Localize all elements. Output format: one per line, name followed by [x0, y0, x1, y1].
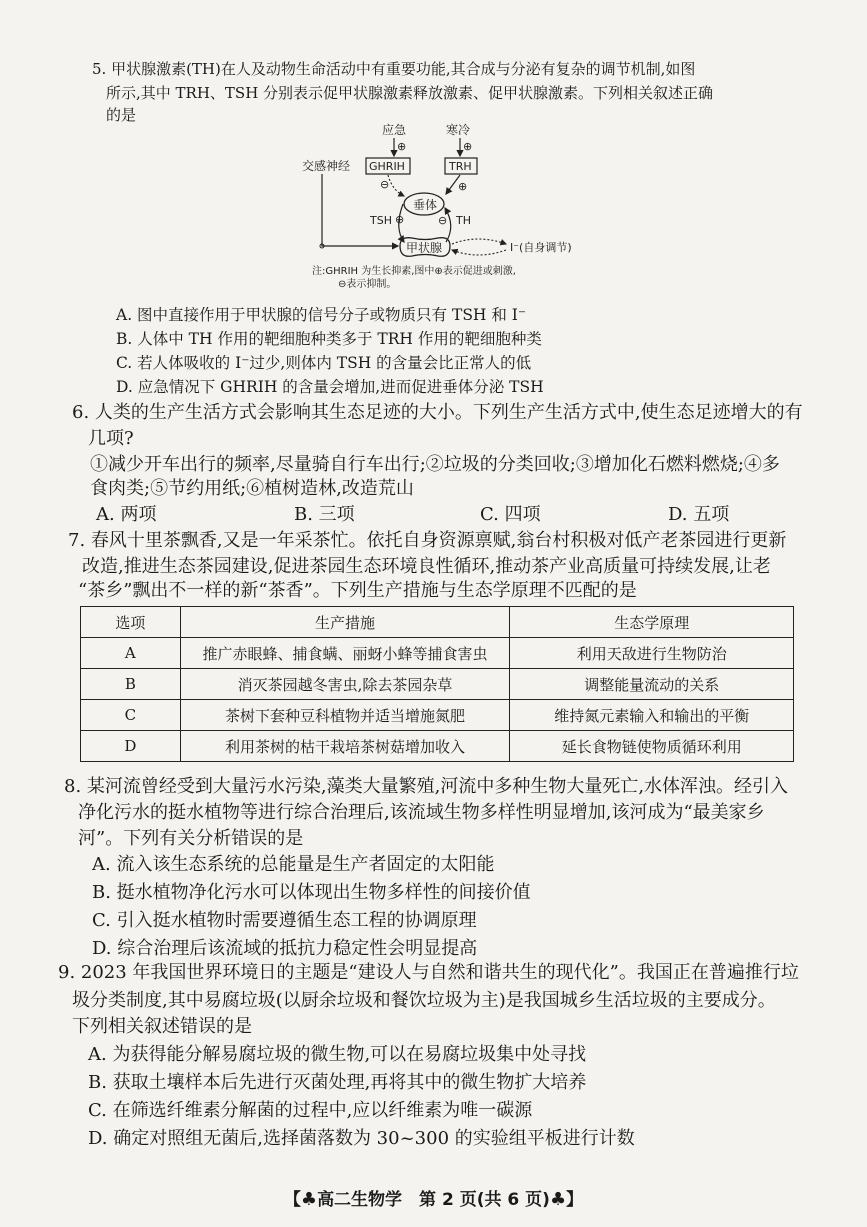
- q9-stem-line2: 圾分类制度,其中易腐垃圾(以厨余垃圾和餐饮垃圾为主)是我国城乡生活垃圾的主要成分。: [72, 990, 776, 1011]
- q6-stem-line2: 几项?: [88, 428, 134, 449]
- q9-option-d: D. 确定对照组无菌后,选择菌落数为 30~300 的实验组平板进行计数: [88, 1128, 635, 1149]
- q6-option-b: B. 三项: [294, 504, 355, 525]
- q5-option-d: D. 应急情况下 GHRIH 的含量会增加,进而促进垂体分泌 TSH: [116, 378, 544, 396]
- table-row: [81, 700, 794, 731]
- plus-symbol: ⊕: [458, 180, 468, 193]
- table-header-cell: 生产措施: [180, 607, 510, 638]
- diagram-note-line2: ⊖表示抑制。: [338, 279, 397, 290]
- plus-symbol: ⊕: [397, 140, 407, 153]
- q6-option-d: D. 五项: [668, 504, 730, 525]
- q5-option-b: B. 人体中 TH 作用的靶细胞种类多于 TRH 作用的靶细胞种类: [116, 330, 542, 348]
- minus-symbol: ⊖: [380, 178, 390, 191]
- page-footer: [0, 1185, 867, 1210]
- stress-label: 应急: [382, 123, 407, 137]
- q5-option-a: A. 图中直接作用于甲状腺的信号分子或物质只有 TSH 和 I⁻: [116, 306, 527, 324]
- table-cell: 茶树下套种豆科植物并适当增施氮肥: [180, 700, 510, 731]
- club-icon: ♣: [300, 1189, 318, 1210]
- q8-option-b: B. 挺水植物净化污水可以体现出生物多样性的间接价值: [92, 882, 531, 903]
- q5-stem-line3: 的是: [106, 106, 137, 124]
- q6-option-a: A. 两项: [96, 504, 157, 525]
- q6-items-line1: ①减少开车出行的频率,尽量骑自行车出行;②垃圾的分类回收;③增加化石燃料燃烧;④多: [90, 454, 780, 475]
- table-cell: C: [81, 700, 181, 731]
- table-header-cell: 生态学原理: [510, 607, 794, 638]
- trh-label: TRH: [449, 160, 472, 173]
- q7-stem-line1: 7. 春风十里茶飘香,又是一年采茶忙。依托自身资源禀赋,翁台村积极对低产老茶园进行更新: [68, 530, 787, 551]
- thyroid-label: 甲状腺: [406, 241, 443, 255]
- q5-option-c: C. 若人体吸收的 I⁻过少,则体内 TSH 的含量会比正常人的低: [116, 354, 532, 372]
- plus-symbol: ⊕: [463, 140, 473, 153]
- club-icon: ♣: [549, 1189, 567, 1210]
- table-cell: 利用天敌进行生物防治: [510, 638, 794, 669]
- q9-option-c: C. 在筛选纤维素分解菌的过程中,应以纤维素为唯一碳源: [88, 1100, 533, 1121]
- q7-stem-line3: “茶乡”飘出不一样的新“茶香”。下列生产措施与生态学原理不匹配的是: [78, 580, 637, 601]
- q8-option-d: D. 综合治理后该流域的抵抗力稳定性会明显提高: [92, 938, 478, 959]
- table-header-cell: 选项: [81, 607, 181, 638]
- table-cell: A: [81, 638, 181, 669]
- table-cell: 调整能量流动的关系: [510, 669, 794, 700]
- table-cell: B: [81, 669, 181, 700]
- q8-option-a: A. 流入该生态系统的总能量是生产者固定的太阳能: [92, 854, 495, 875]
- table-cell: 延长食物链使物质循环利用: [510, 731, 794, 762]
- q6-items-line2: 食肉类;⑤节约用纸;⑥植树造林,改造荒山: [90, 478, 414, 499]
- q9-stem-line1: 9. 2023 年我国世界环境日的主题是“建设人与自然和谐共生的现代化”。我国正在普遍推行垃: [58, 962, 799, 983]
- table-row: [81, 669, 794, 700]
- table-cell: 利用茶树的枯干栽培茶树菇增加收入: [180, 731, 510, 762]
- th-label: TH: [456, 214, 471, 227]
- table-header-row: [81, 607, 794, 638]
- cold-label: 寒冷: [446, 123, 471, 137]
- q9-stem-line3: 下列相关叙述错误的是: [72, 1016, 252, 1037]
- q7-table: [80, 606, 794, 762]
- diagram-note-line1: 注:GHRIH 为生长抑素,图中⊕表示促进或刺激,: [312, 266, 516, 277]
- table-cell: 推广赤眼蜂、捕食螨、丽蚜小蜂等捕食害虫: [180, 638, 510, 669]
- footer-bracket-right: 】: [566, 1190, 584, 1210]
- footer-text: 高二生物学 第 2 页(共 6 页): [317, 1190, 550, 1210]
- q9-option-b: B. 获取土壤样本后先进行灭菌处理,再将其中的微生物扩大培养: [88, 1072, 587, 1093]
- q9-option-a: A. 为获得能分解易腐垃圾的微生物,可以在易腐垃圾集中处寻找: [88, 1044, 587, 1065]
- table-cell: 维持氮元素输入和输出的平衡: [510, 700, 794, 731]
- q7-stem-line2: 改造,推进生态茶园建设,促进茶园生态环境良性循环,推动茶产业高质量可持续发展,让老: [82, 556, 771, 577]
- table-row: [81, 638, 794, 669]
- table-cell: 消灭茶园越冬害虫,除去茶园杂草: [180, 669, 510, 700]
- pituitary-label: 垂体: [413, 198, 438, 212]
- q8-stem-line1: 8. 某河流曾经受到大量污水污染,藻类大量繁殖,河流中多种生物大量死亡,水体浑浊。经引入: [64, 776, 789, 797]
- table-row: [81, 731, 794, 762]
- q6-stem-line1: 6. 人类的生产生活方式会影响其生态足迹的大小。下列生产生活方式中,使生态足迹增大的有: [72, 402, 803, 423]
- q8-stem-line3: 河”。下列有关分析错误的是: [78, 828, 304, 849]
- q6-option-c: C. 四项: [480, 504, 541, 525]
- minus-symbol: ⊖: [438, 214, 448, 227]
- iodine-self-label: I⁻(自身调节): [510, 241, 572, 254]
- plus-symbol: ⊕: [395, 213, 405, 226]
- table-cell: D: [81, 731, 181, 762]
- sympathetic-label: 交感神经: [302, 159, 351, 173]
- ghrih-label: GHRIH: [369, 160, 405, 173]
- thyroid-regulation-diagram: [300, 118, 600, 290]
- q8-stem-line2: 净化污水的挺水植物等进行综合治理后,该流域生物多样性明显增加,该河成为“最美家乡: [78, 802, 765, 823]
- footer-bracket-left: 【: [283, 1190, 301, 1210]
- q8-option-c: C. 引入挺水植物时需要遵循生态工程的协调原理: [92, 910, 477, 931]
- q5-stem-line2: 所示,其中 TRH、TSH 分别表示促甲状腺激素释放激素、促甲状腺激素。下列相关叙述正确: [106, 84, 714, 102]
- tsh-label: TSH: [370, 214, 392, 227]
- q5-stem-line1: 5. 甲状腺激素(TH)在人及动物生命活动中有重要功能,其合成与分泌有复杂的调节机制,如图: [92, 60, 696, 78]
